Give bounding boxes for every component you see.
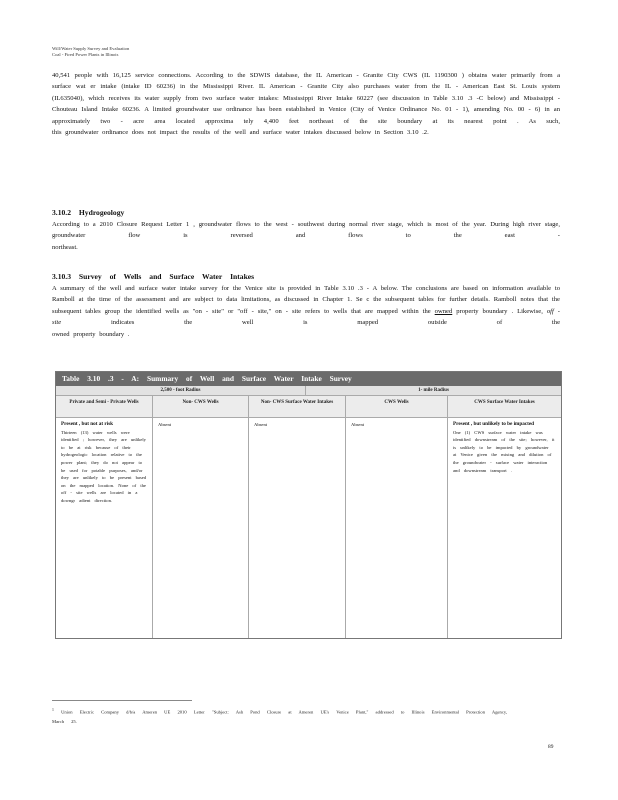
- section-number: 3.10.3: [52, 272, 71, 281]
- hydrogeology-last-line: northeast.: [52, 243, 78, 251]
- page-number: 89: [548, 744, 554, 750]
- section-heading-hydrogeology: [52, 208, 124, 217]
- footnote-text: Union Electric Company d/b/a Ameren UE 2010 Letter "Subject: Ash Pond Closure at Ameren UE's Venice Plant," addressed to Illinois Environmental Protection Agency, March 25.: [52, 709, 508, 724]
- footnote-divider: [52, 700, 192, 701]
- survey-paragraph: [52, 283, 560, 340]
- table-cell-private-wells: [56, 418, 153, 638]
- intro-paragraph: [52, 70, 560, 138]
- band-2500-foot-radius: 2,500 - foot Radius: [56, 386, 306, 396]
- cell-status: Present , but unlikely to be impacted: [453, 421, 535, 427]
- column-header-non-cws-intakes: Non- CWS Surface Water Intakes: [249, 396, 346, 418]
- intro-paragraph-text: 40,541 people with 16,125 service connections. According to the SDWIS database, the IL American - Granite City CWS (IL 1190300 ) obtains water primarily from a surface wat er intake (intake ID 60236) in the Mississippi River. IL American - Granite City also purchases water from the IL - American East St. Louis system (IL635040), which receives its water supply from two surface water intakes: Mississippi River Intake 60227 (see discussion in Table 3.10 .3 -C below) and Mississippi - Chouteau Island Intake 60236. A limited groundwater use ordinance has been established in Venice (City of Venice Ordinance No. 01 - 1), amending No. 00 - 6) in an approximately two - acre area located approxima tely 4,400 feet northeast of the site boundary at its nearest point . As such,: [52, 72, 560, 125]
- survey-text: [52, 283, 560, 329]
- survey-text-c: indicates the well is mapped outside of the: [110, 319, 560, 327]
- table-cell-cws-wells: Absent: [346, 418, 448, 638]
- column-header-private-wells: Private and Semi - Private Wells: [56, 396, 153, 418]
- survey-last-line: owned property boundary .: [52, 330, 130, 338]
- running-header: [52, 46, 252, 58]
- column-header-cws-wells: CWS Wells: [346, 396, 448, 418]
- survey-text-b: property boundary . Likewise,: [456, 307, 543, 315]
- column-header-cws-intakes: CWS Surface Water Intakes: [448, 396, 561, 418]
- section-title: Survey of Wells and Surface Water Intakes: [78, 272, 255, 281]
- header-line-1: Will/Water Supply Survey and Evaluation: [52, 46, 130, 51]
- intro-paragraph-last-line: this groundwater ordinance does not impact the results of the well and surface water intakes discussed below in Section 3.10 .2.: [52, 129, 429, 137]
- hydrogeology-text: According to a 2010 Closure Request Letter 1 , groundwater flows to the west - southwest during normal river stage, which is most of the year. During high river stage, groundwater flow is reversed and flows to the east -: [52, 221, 560, 240]
- section-heading-survey: [52, 272, 254, 281]
- table-title: Table 3.10 .3 - A: Summary of Well and Surface Water Intake Survey: [56, 372, 561, 386]
- survey-text-a: A summary of the well and surface water intake survey for the Venice site is provided in Table 3.10 .3 - A below. The conclusions are based on information available to Ramboll at the time of the assessment and are subject to data limitations, as discussed in Chapter 1. Se c the subsequent tables for further details. Ramboll notes that the subsequent tables group the identified wells as "on - site" or "off - site," on - site refers to wells that are mapped within the: [52, 285, 560, 315]
- table-cell-cws-intakes: [448, 418, 561, 638]
- footnote: [52, 706, 512, 726]
- footnote-marker: 1: [52, 708, 54, 712]
- section-title: Hydrogeology: [78, 208, 125, 217]
- column-header-non-cws-wells: Non- CWS Wells: [153, 396, 249, 418]
- off-site-italic: off - site: [52, 307, 561, 327]
- table-cell-non-cws-wells: Absent: [153, 418, 249, 638]
- summary-table: [55, 371, 562, 639]
- cell-text: One (1) CWS surface water intake was identified downstream of the site; however, it is unlikely to be impacted by groundwater at Venice given the mixing and dilution of the groundwater - surface water interaction and downstream transport .: [453, 429, 555, 473]
- header-line-2: Coal - Fired Power Plants in Illinois: [52, 52, 119, 57]
- section-number: 3.10.2: [52, 208, 71, 217]
- table-cell-non-cws-intakes: Absent: [249, 418, 346, 638]
- hydrogeology-paragraph: [52, 219, 560, 253]
- owned-underlined: owned: [434, 307, 453, 315]
- cell-text: Thirteen (13) water wells were identified ; however, they are unlikely to be at risk because of their hydrogeologic location relative to the power plant; they do not appear to be used for potable purposes, and/or they are unlikely to be present based on the mapped location. None of the off - site wells are located in a downgr adient direction.: [61, 429, 147, 503]
- cell-status: Present , but not at risk: [61, 421, 114, 427]
- band-1-mile-radius: 1- mile Radius: [306, 386, 561, 396]
